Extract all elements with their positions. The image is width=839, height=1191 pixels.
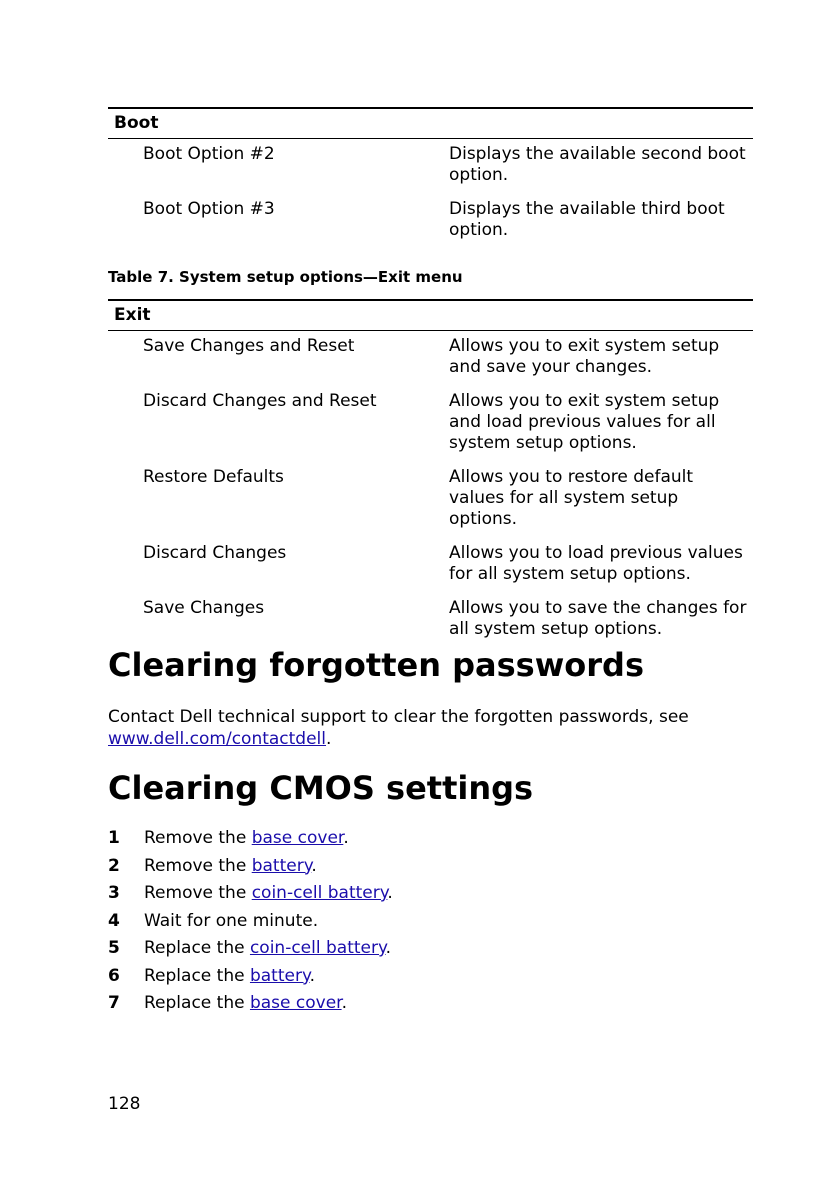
option-description: Allows you to exit system setup and load previous values for all system setup options. xyxy=(449,391,720,453)
step-text: Replace the xyxy=(144,965,250,986)
table-row xyxy=(108,462,753,538)
option-description: Allows you to save the changes for all system setup options. xyxy=(449,598,747,639)
list-item xyxy=(108,853,753,881)
option-name: Boot Option #3 xyxy=(143,199,275,219)
option-description: Allows you to exit system setup and save your changes. xyxy=(449,336,720,377)
option-name: Boot Option #2 xyxy=(143,144,275,164)
cmos-steps-list xyxy=(108,825,753,1018)
coin-cell-battery-link[interactable]: coin-cell battery xyxy=(251,883,388,903)
table-row xyxy=(108,331,753,387)
boot-table-block xyxy=(108,107,753,249)
exit-table-header: Exit xyxy=(108,300,753,331)
base-cover-link[interactable]: base cover xyxy=(251,828,344,848)
step-number: 4 xyxy=(108,910,120,931)
step-number: 2 xyxy=(108,855,120,876)
step-text: Remove the xyxy=(144,855,252,876)
step-text: Remove the xyxy=(144,828,252,848)
page-number: 128 xyxy=(108,1094,141,1114)
list-item xyxy=(108,990,753,1018)
table-row xyxy=(108,139,753,195)
table-row xyxy=(108,386,753,462)
step-text: Replace the xyxy=(144,938,250,958)
list-item xyxy=(108,935,753,963)
punctuation: . xyxy=(326,729,332,749)
step-text: Wait for one minute. xyxy=(144,910,319,931)
coin-cell-battery-link[interactable]: coin-cell battery xyxy=(249,938,386,958)
exit-table-caption: Table 7. System setup options—Exit menu xyxy=(108,268,463,286)
battery-link[interactable]: battery xyxy=(251,855,312,876)
punctuation: . xyxy=(341,993,347,1013)
list-item xyxy=(108,880,753,908)
table-row xyxy=(108,538,753,593)
punctuation: . xyxy=(309,965,315,986)
exit-table-block xyxy=(108,299,753,648)
option-description: Displays the available second boot option. xyxy=(449,144,746,185)
punctuation: . xyxy=(311,855,317,876)
exit-options-table xyxy=(108,299,753,648)
option-name: Restore Defaults xyxy=(143,467,284,487)
passwords-paragraph xyxy=(108,706,753,750)
passwords-heading: Clearing forgotten passwords xyxy=(108,646,644,684)
base-cover-link[interactable]: base cover xyxy=(249,993,342,1013)
step-number: 3 xyxy=(108,883,120,903)
contact-dell-link[interactable]: www.dell.com/contactdell xyxy=(108,729,327,749)
step-number: 7 xyxy=(108,993,120,1013)
step-text: Remove the xyxy=(144,883,252,903)
step-text: Replace the xyxy=(144,993,250,1013)
option-description: Allows you to load previous values for all system setup options. xyxy=(449,543,743,584)
list-item xyxy=(108,825,753,853)
step-number: 1 xyxy=(108,828,120,848)
punctuation: . xyxy=(385,938,392,958)
option-name: Save Changes and Reset xyxy=(143,336,355,356)
boot-options-table xyxy=(108,107,753,249)
option-description: Allows you to restore default values for all system setup options. xyxy=(449,467,694,529)
table-row xyxy=(108,593,753,648)
cmos-heading: Clearing CMOS settings xyxy=(108,769,534,807)
list-item xyxy=(108,908,753,936)
option-name: Discard Changes and Reset xyxy=(143,391,377,411)
step-number: 6 xyxy=(108,965,120,986)
option-name: Discard Changes xyxy=(143,543,287,563)
option-description: Displays the available third boot option. xyxy=(449,199,725,240)
punctuation: . xyxy=(387,883,393,903)
boot-table-header: Boot xyxy=(108,108,753,139)
punctuation: . xyxy=(343,828,349,848)
list-item xyxy=(108,963,753,991)
step-number: 5 xyxy=(108,938,120,958)
battery-link[interactable]: battery xyxy=(249,965,310,986)
table-row xyxy=(108,194,753,249)
option-name: Save Changes xyxy=(143,598,265,618)
passwords-body-text: Contact Dell technical support to clear the forgotten passwords, see xyxy=(108,707,689,727)
